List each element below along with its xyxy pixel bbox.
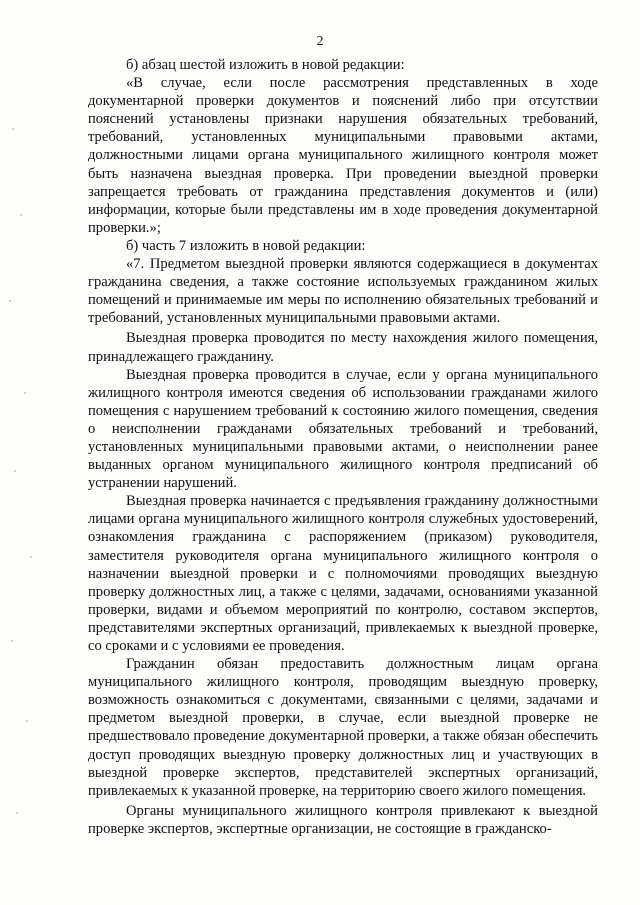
scan-speck	[11, 640, 13, 642]
paragraph-2: «В случае, если после рассмотрения представленных в ходе документарной проверки документов и пояснений либо при отсутствии пояснений установлены признаки нарушения обязательных требований, требований, установленных муниципальными правовыми актами, должностными лицами органа муниципального жилищного контроля может быть назначена выездная проверка. При проведении выездной проверки запрещается требовать от гражданина представления документов и (или) информации, которые были представлены им в ходе проведения документарной проверки.»;	[88, 75, 598, 236]
document-body	[88, 56, 598, 838]
scan-speck	[26, 720, 28, 722]
scan-speck	[9, 300, 11, 302]
scan-speck	[20, 214, 22, 216]
paragraph-5: Выездная проверка проводится по месту нахождения жилого помещения, принадлежащего гражданину.	[88, 330, 598, 365]
paragraph-9: Органы муниципального жилищного контроля привлекают к выездной проверке экспертов, экспертные организации, не состоящие в гражданско-	[88, 802, 598, 837]
scan-speck	[16, 812, 18, 814]
scan-speck	[14, 470, 16, 472]
paragraph-3: б) часть 7 изложить в новой редакции:	[126, 237, 366, 254]
page-number: 2	[316, 34, 324, 49]
paragraph-7: Выездная проверка начинается с предъявления гражданину должностными лицами органа муниципального жилищного контроля служебных удостоверений, ознакомления гражданина с распоряжением (приказом) руководителя, заместителя руководителя органа муниципального жилищного контроля о назначении выездной проверки и с полномочиями проводящих выездную проверку должностных лиц, а также с целями, задачами, основаниями указанной проверки, видами и объемом мероприятий по контролю, составом экспертов, представителями экспертных организаций, привлекаемых к выездной проверке, со сроками и с условиями ее проведения.	[88, 493, 598, 654]
paragraph-8: Гражданин обязан предоставить должностным лицам органа муниципального жилищного контроля, проводящим выездную проверку, возможность ознакомиться с документами, связанными с целями, задачами и предметом выездной проверки, в случае, если выездной проверке не предшествовало проведение документарной проверки, а также обязан обеспечить доступ проводящих выездную проверку должностных лиц и участвующих в выездной проверке экспертов, представителей экспертных организаций, привлекаемых к указанной проверке, на территорию своего жилого помещения.	[88, 656, 598, 799]
paragraph-4: «7. Предметом выездной проверки являются содержащиеся в документах гражданина сведения, а также состояние используемых гражданином жилых помещений и принимаемые им меры по исполнению обязательных требований и требований, установленных муниципальными правовыми актами.	[88, 256, 598, 327]
scan-speck	[24, 392, 26, 394]
paragraph-1: б) абзац шестой изложить в новой редакции:	[126, 57, 405, 73]
paragraph-6: Выездная проверка проводится в случае, если у органа муниципального жилищного контроля имеются сведения об использовании гражданами жилого помещения с нарушением требований к состоянию жилого помещения, сведения о неисполнении гражданами обязательных требований и требований, установленных муниципальными правовыми актами, о неисполнении ранее выданных органом муниципального жилищного контроля предписаний об устранении нарушений.	[88, 366, 598, 492]
scan-speck	[30, 556, 32, 558]
scan-speck	[12, 128, 14, 130]
